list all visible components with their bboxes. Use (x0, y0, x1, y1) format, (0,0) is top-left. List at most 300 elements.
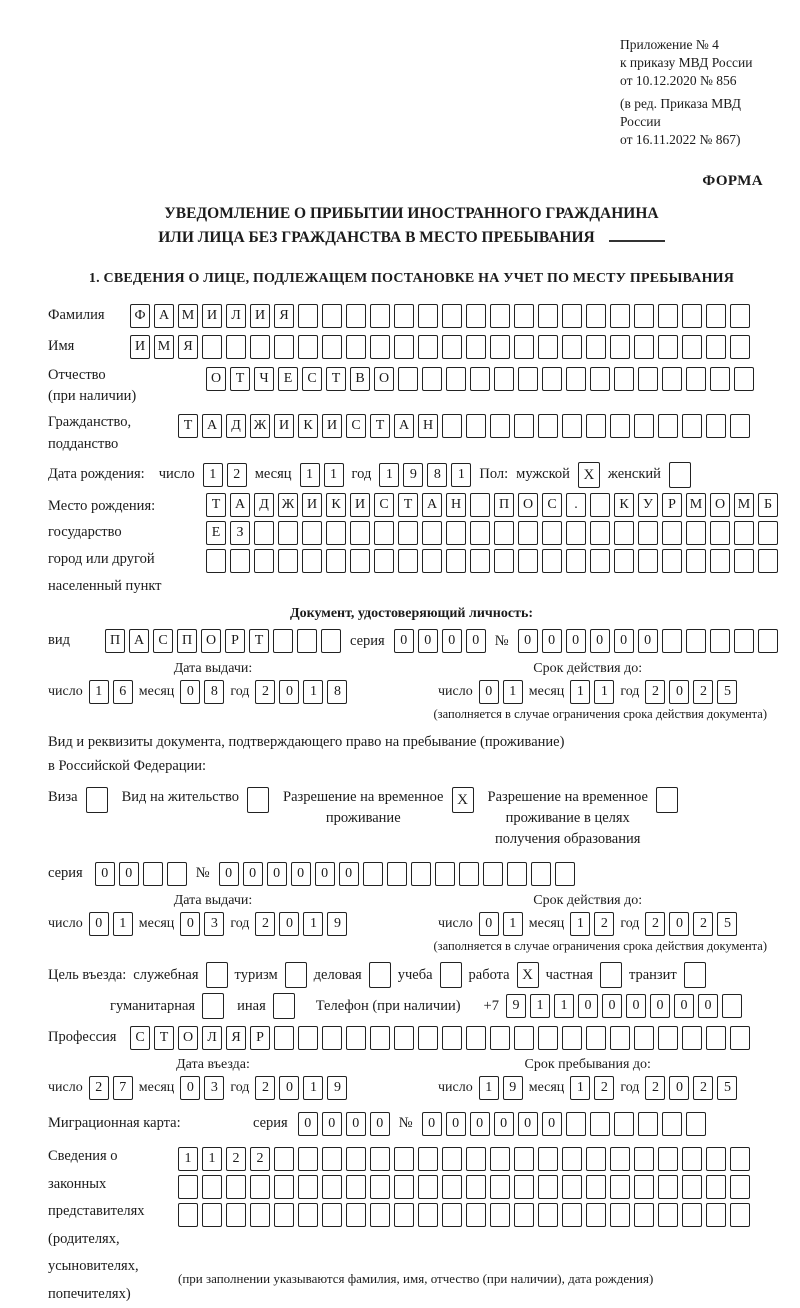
char-cell[interactable]: П (177, 629, 197, 653)
char-cell[interactable] (518, 367, 538, 391)
char-cell[interactable]: Т (206, 493, 226, 517)
char-cell[interactable]: 0 (614, 629, 634, 653)
char-cell[interactable]: М (178, 304, 198, 328)
char-cell[interactable] (682, 414, 702, 438)
char-cell[interactable]: 0 (669, 1076, 689, 1100)
char-cell[interactable] (730, 1175, 750, 1199)
char-cell[interactable] (459, 862, 479, 886)
char-cell[interactable]: 8 (204, 680, 224, 704)
char-cell[interactable] (350, 549, 370, 573)
purpose-transit-checkbox[interactable] (684, 962, 706, 988)
char-cell[interactable]: Е (278, 367, 298, 391)
char-cell[interactable] (398, 521, 418, 545)
char-cell[interactable]: Т (154, 1026, 174, 1050)
char-cell[interactable] (730, 1147, 750, 1171)
char-cell[interactable]: 1 (303, 680, 323, 704)
residence-valid-year-boxes[interactable] (645, 912, 737, 936)
char-cell[interactable]: 1 (594, 680, 614, 704)
char-cell[interactable] (494, 521, 514, 545)
char-cell[interactable] (470, 367, 490, 391)
char-cell[interactable]: А (154, 304, 174, 328)
purpose-work-checkbox[interactable]: X (517, 962, 539, 988)
char-cell[interactable]: 9 (503, 1076, 523, 1100)
char-cell[interactable] (394, 304, 414, 328)
char-cell[interactable]: С (346, 414, 366, 438)
char-cell[interactable] (538, 1147, 558, 1171)
char-cell[interactable] (730, 1026, 750, 1050)
char-cell[interactable]: В (350, 367, 370, 391)
char-cell[interactable] (710, 521, 730, 545)
stay-year-boxes[interactable] (645, 1076, 737, 1100)
char-cell[interactable] (706, 1175, 726, 1199)
char-cell[interactable] (706, 1203, 726, 1227)
temporary-residence-checkbox[interactable]: X (452, 787, 474, 813)
char-cell[interactable] (466, 1203, 486, 1227)
char-cell[interactable] (542, 549, 562, 573)
char-cell[interactable]: 0 (602, 994, 622, 1018)
surname-boxes[interactable] (130, 304, 750, 328)
char-cell[interactable] (658, 1175, 678, 1199)
char-cell[interactable] (394, 1175, 414, 1199)
char-cell[interactable]: 0 (315, 862, 335, 886)
char-cell[interactable] (610, 1175, 630, 1199)
char-cell[interactable]: 2 (89, 1076, 109, 1100)
sex-female-checkbox[interactable] (669, 462, 691, 488)
char-cell[interactable]: Ф (130, 304, 150, 328)
char-cell[interactable] (610, 414, 630, 438)
char-cell[interactable] (610, 304, 630, 328)
char-cell[interactable] (518, 521, 538, 545)
char-cell[interactable]: 0 (674, 994, 694, 1018)
char-cell[interactable] (394, 1026, 414, 1050)
char-cell[interactable]: 1 (202, 1147, 222, 1171)
char-cell[interactable] (614, 1112, 634, 1136)
char-cell[interactable] (346, 304, 366, 328)
char-cell[interactable] (273, 629, 293, 653)
char-cell[interactable]: 0 (479, 680, 499, 704)
char-cell[interactable]: Р (662, 493, 682, 517)
char-cell[interactable] (507, 862, 527, 886)
identity-issue-day-boxes[interactable] (89, 680, 133, 704)
char-cell[interactable] (418, 304, 438, 328)
char-cell[interactable] (686, 629, 706, 653)
char-cell[interactable] (370, 1026, 390, 1050)
char-cell[interactable]: Б (758, 493, 778, 517)
char-cell[interactable] (634, 1203, 654, 1227)
char-cell[interactable] (370, 335, 390, 359)
char-cell[interactable] (466, 414, 486, 438)
char-cell[interactable] (322, 304, 342, 328)
char-cell[interactable]: 0 (279, 912, 299, 936)
char-cell[interactable]: 1 (530, 994, 550, 1018)
char-cell[interactable] (514, 1147, 534, 1171)
char-cell[interactable] (494, 367, 514, 391)
char-cell[interactable]: 2 (645, 680, 665, 704)
char-cell[interactable] (442, 304, 462, 328)
char-cell[interactable] (706, 335, 726, 359)
char-cell[interactable] (418, 1175, 438, 1199)
char-cell[interactable] (298, 1175, 318, 1199)
char-cell[interactable] (226, 1203, 246, 1227)
birth-place-row2[interactable] (206, 521, 778, 545)
char-cell[interactable] (398, 367, 418, 391)
char-cell[interactable]: И (322, 414, 342, 438)
char-cell[interactable]: 0 (279, 680, 299, 704)
char-cell[interactable] (302, 521, 322, 545)
char-cell[interactable]: 1 (503, 912, 523, 936)
char-cell[interactable]: Ж (278, 493, 298, 517)
char-cell[interactable] (298, 335, 318, 359)
char-cell[interactable]: 0 (418, 629, 438, 653)
residence-valid-month-boxes[interactable] (570, 912, 614, 936)
char-cell[interactable] (394, 1203, 414, 1227)
char-cell[interactable] (658, 304, 678, 328)
char-cell[interactable] (758, 521, 778, 545)
char-cell[interactable] (562, 414, 582, 438)
residence-series-boxes[interactable] (95, 862, 187, 886)
char-cell[interactable] (610, 1026, 630, 1050)
char-cell[interactable] (274, 335, 294, 359)
char-cell[interactable]: И (202, 304, 222, 328)
char-cell[interactable]: О (178, 1026, 198, 1050)
char-cell[interactable] (730, 304, 750, 328)
char-cell[interactable] (590, 549, 610, 573)
char-cell[interactable] (614, 367, 634, 391)
char-cell[interactable] (466, 1147, 486, 1171)
char-cell[interactable]: У (638, 493, 658, 517)
phone-boxes[interactable] (506, 994, 742, 1018)
char-cell[interactable] (470, 549, 490, 573)
char-cell[interactable] (562, 1026, 582, 1050)
char-cell[interactable] (562, 1175, 582, 1199)
char-cell[interactable] (202, 335, 222, 359)
char-cell[interactable]: 0 (638, 629, 658, 653)
char-cell[interactable]: Л (226, 304, 246, 328)
char-cell[interactable] (418, 1203, 438, 1227)
char-cell[interactable] (490, 1026, 510, 1050)
char-cell[interactable]: 0 (442, 629, 462, 653)
char-cell[interactable]: И (350, 493, 370, 517)
char-cell[interactable] (435, 862, 455, 886)
char-cell[interactable]: Ч (254, 367, 274, 391)
char-cell[interactable] (374, 549, 394, 573)
char-cell[interactable]: И (302, 493, 322, 517)
char-cell[interactable] (278, 521, 298, 545)
char-cell[interactable]: 3 (204, 1076, 224, 1100)
char-cell[interactable] (230, 549, 250, 573)
char-cell[interactable]: 1 (303, 912, 323, 936)
char-cell[interactable] (590, 367, 610, 391)
char-cell[interactable]: Л (202, 1026, 222, 1050)
char-cell[interactable]: 1 (113, 912, 133, 936)
citizenship-boxes[interactable] (178, 414, 750, 438)
stay-month-boxes[interactable] (570, 1076, 614, 1100)
char-cell[interactable] (494, 549, 514, 573)
char-cell[interactable]: 1 (570, 680, 590, 704)
char-cell[interactable]: 0 (267, 862, 287, 886)
char-cell[interactable] (326, 521, 346, 545)
char-cell[interactable] (250, 1175, 270, 1199)
char-cell[interactable] (586, 1175, 606, 1199)
char-cell[interactable] (586, 1203, 606, 1227)
char-cell[interactable]: 2 (693, 680, 713, 704)
char-cell[interactable]: К (614, 493, 634, 517)
char-cell[interactable]: И (250, 304, 270, 328)
char-cell[interactable]: М (154, 335, 174, 359)
purpose-other-checkbox[interactable] (273, 993, 295, 1019)
char-cell[interactable] (634, 1175, 654, 1199)
char-cell[interactable] (634, 304, 654, 328)
char-cell[interactable]: 1 (451, 463, 471, 487)
char-cell[interactable]: А (422, 493, 442, 517)
char-cell[interactable] (638, 549, 658, 573)
char-cell[interactable] (586, 304, 606, 328)
char-cell[interactable]: 0 (180, 912, 200, 936)
sex-male-checkbox[interactable]: X (578, 462, 600, 488)
char-cell[interactable] (418, 335, 438, 359)
char-cell[interactable]: 2 (226, 1147, 246, 1171)
char-cell[interactable]: Р (250, 1026, 270, 1050)
char-cell[interactable] (514, 1026, 534, 1050)
char-cell[interactable] (394, 1147, 414, 1171)
char-cell[interactable] (422, 521, 442, 545)
birth-place-row1[interactable] (206, 493, 778, 517)
char-cell[interactable]: 9 (327, 912, 347, 936)
char-cell[interactable]: С (542, 493, 562, 517)
representatives-row3[interactable] (178, 1203, 750, 1227)
char-cell[interactable]: 0 (698, 994, 718, 1018)
char-cell[interactable]: 8 (427, 463, 447, 487)
char-cell[interactable] (490, 1175, 510, 1199)
char-cell[interactable]: 2 (645, 912, 665, 936)
char-cell[interactable] (542, 521, 562, 545)
char-cell[interactable] (514, 335, 534, 359)
char-cell[interactable]: 2 (645, 1076, 665, 1100)
char-cell[interactable] (167, 862, 187, 886)
char-cell[interactable]: М (686, 493, 706, 517)
char-cell[interactable] (143, 862, 163, 886)
char-cell[interactable] (706, 414, 726, 438)
char-cell[interactable]: 0 (542, 1112, 562, 1136)
char-cell[interactable]: И (130, 335, 150, 359)
char-cell[interactable] (322, 1203, 342, 1227)
char-cell[interactable] (374, 521, 394, 545)
char-cell[interactable]: 0 (339, 862, 359, 886)
char-cell[interactable]: 1 (89, 680, 109, 704)
char-cell[interactable] (538, 414, 558, 438)
char-cell[interactable] (638, 1112, 658, 1136)
char-cell[interactable] (538, 335, 558, 359)
residence-issue-month-boxes[interactable] (180, 912, 224, 936)
char-cell[interactable]: 0 (180, 680, 200, 704)
char-cell[interactable] (302, 549, 322, 573)
migration-number-boxes[interactable] (422, 1112, 706, 1136)
stay-day-boxes[interactable] (479, 1076, 523, 1100)
char-cell[interactable] (274, 1203, 294, 1227)
char-cell[interactable]: 0 (566, 629, 586, 653)
char-cell[interactable] (411, 862, 431, 886)
char-cell[interactable] (490, 414, 510, 438)
char-cell[interactable]: 1 (178, 1147, 198, 1171)
char-cell[interactable]: О (374, 367, 394, 391)
char-cell[interactable] (710, 629, 730, 653)
char-cell[interactable]: К (326, 493, 346, 517)
char-cell[interactable]: 0 (470, 1112, 490, 1136)
char-cell[interactable] (555, 862, 575, 886)
char-cell[interactable] (562, 335, 582, 359)
char-cell[interactable] (614, 521, 634, 545)
char-cell[interactable] (662, 521, 682, 545)
char-cell[interactable] (322, 335, 342, 359)
char-cell[interactable] (686, 367, 706, 391)
char-cell[interactable] (734, 629, 754, 653)
char-cell[interactable] (470, 521, 490, 545)
char-cell[interactable] (562, 1147, 582, 1171)
purpose-humanitarian-checkbox[interactable] (202, 993, 224, 1019)
identity-valid-day-boxes[interactable] (479, 680, 523, 704)
char-cell[interactable]: 0 (394, 629, 414, 653)
char-cell[interactable] (730, 335, 750, 359)
char-cell[interactable] (370, 1175, 390, 1199)
char-cell[interactable]: 0 (590, 629, 610, 653)
char-cell[interactable] (178, 1175, 198, 1199)
given-name-boxes[interactable] (130, 335, 750, 359)
char-cell[interactable] (706, 1147, 726, 1171)
residence-valid-day-boxes[interactable] (479, 912, 523, 936)
char-cell[interactable]: 0 (322, 1112, 342, 1136)
char-cell[interactable]: 1 (570, 1076, 590, 1100)
char-cell[interactable]: 0 (669, 912, 689, 936)
char-cell[interactable] (538, 1203, 558, 1227)
char-cell[interactable] (658, 414, 678, 438)
char-cell[interactable]: 1 (300, 463, 320, 487)
char-cell[interactable]: 0 (494, 1112, 514, 1136)
char-cell[interactable]: 2 (594, 912, 614, 936)
char-cell[interactable] (586, 414, 606, 438)
char-cell[interactable] (254, 549, 274, 573)
char-cell[interactable] (346, 1147, 366, 1171)
char-cell[interactable]: С (153, 629, 173, 653)
char-cell[interactable] (610, 1203, 630, 1227)
char-cell[interactable] (298, 1147, 318, 1171)
char-cell[interactable]: 2 (693, 1076, 713, 1100)
char-cell[interactable]: 0 (243, 862, 263, 886)
char-cell[interactable]: 1 (324, 463, 344, 487)
char-cell[interactable]: Ж (250, 414, 270, 438)
char-cell[interactable] (682, 1147, 702, 1171)
char-cell[interactable]: Я (178, 335, 198, 359)
char-cell[interactable] (322, 1147, 342, 1171)
char-cell[interactable] (682, 1203, 702, 1227)
char-cell[interactable]: О (518, 493, 538, 517)
char-cell[interactable]: 6 (113, 680, 133, 704)
char-cell[interactable]: 9 (327, 1076, 347, 1100)
char-cell[interactable] (442, 1175, 462, 1199)
char-cell[interactable]: С (302, 367, 322, 391)
char-cell[interactable] (254, 521, 274, 545)
char-cell[interactable]: О (201, 629, 221, 653)
char-cell[interactable] (346, 1203, 366, 1227)
char-cell[interactable] (490, 1203, 510, 1227)
char-cell[interactable] (682, 1175, 702, 1199)
char-cell[interactable]: 0 (370, 1112, 390, 1136)
residence-issue-day-boxes[interactable] (89, 912, 133, 936)
char-cell[interactable] (490, 304, 510, 328)
char-cell[interactable] (322, 1175, 342, 1199)
char-cell[interactable] (178, 1203, 198, 1227)
entry-year-boxes[interactable] (255, 1076, 347, 1100)
char-cell[interactable] (370, 304, 390, 328)
char-cell[interactable] (446, 367, 466, 391)
char-cell[interactable] (278, 549, 298, 573)
char-cell[interactable]: 0 (518, 629, 538, 653)
char-cell[interactable] (297, 629, 317, 653)
char-cell[interactable]: 2 (255, 912, 275, 936)
birth-month-boxes[interactable] (300, 463, 344, 487)
char-cell[interactable]: 0 (446, 1112, 466, 1136)
char-cell[interactable]: 0 (422, 1112, 442, 1136)
temporary-residence-education-checkbox[interactable] (656, 787, 678, 813)
char-cell[interactable]: Т (249, 629, 269, 653)
identity-series-boxes[interactable] (394, 629, 486, 653)
char-cell[interactable] (350, 521, 370, 545)
char-cell[interactable] (442, 335, 462, 359)
char-cell[interactable]: Т (326, 367, 346, 391)
char-cell[interactable] (686, 549, 706, 573)
char-cell[interactable] (226, 1175, 246, 1199)
char-cell[interactable] (634, 335, 654, 359)
char-cell[interactable]: 7 (113, 1076, 133, 1100)
char-cell[interactable] (321, 629, 341, 653)
char-cell[interactable]: 5 (717, 912, 737, 936)
char-cell[interactable]: Я (226, 1026, 246, 1050)
char-cell[interactable] (298, 1026, 318, 1050)
char-cell[interactable]: А (129, 629, 149, 653)
char-cell[interactable]: 0 (95, 862, 115, 886)
char-cell[interactable]: Я (274, 304, 294, 328)
char-cell[interactable] (610, 1147, 630, 1171)
char-cell[interactable] (387, 862, 407, 886)
char-cell[interactable]: Н (418, 414, 438, 438)
char-cell[interactable] (490, 335, 510, 359)
char-cell[interactable] (346, 335, 366, 359)
char-cell[interactable] (422, 549, 442, 573)
char-cell[interactable] (514, 304, 534, 328)
char-cell[interactable]: 0 (291, 862, 311, 886)
char-cell[interactable] (398, 549, 418, 573)
char-cell[interactable] (466, 304, 486, 328)
residence-issue-year-boxes[interactable] (255, 912, 347, 936)
purpose-commercial-checkbox[interactable] (369, 962, 391, 988)
char-cell[interactable]: 0 (479, 912, 499, 936)
char-cell[interactable] (538, 1175, 558, 1199)
char-cell[interactable]: М (734, 493, 754, 517)
char-cell[interactable]: 0 (466, 629, 486, 653)
char-cell[interactable] (542, 367, 562, 391)
char-cell[interactable] (206, 549, 226, 573)
migration-series-boxes[interactable] (298, 1112, 390, 1136)
birth-day-boxes[interactable] (203, 463, 247, 487)
char-cell[interactable] (202, 1175, 222, 1199)
char-cell[interactable]: 0 (89, 912, 109, 936)
char-cell[interactable]: 0 (578, 994, 598, 1018)
char-cell[interactable]: С (130, 1026, 150, 1050)
char-cell[interactable]: 8 (327, 680, 347, 704)
char-cell[interactable] (682, 335, 702, 359)
char-cell[interactable]: Т (230, 367, 250, 391)
char-cell[interactable] (662, 629, 682, 653)
char-cell[interactable]: Д (226, 414, 246, 438)
